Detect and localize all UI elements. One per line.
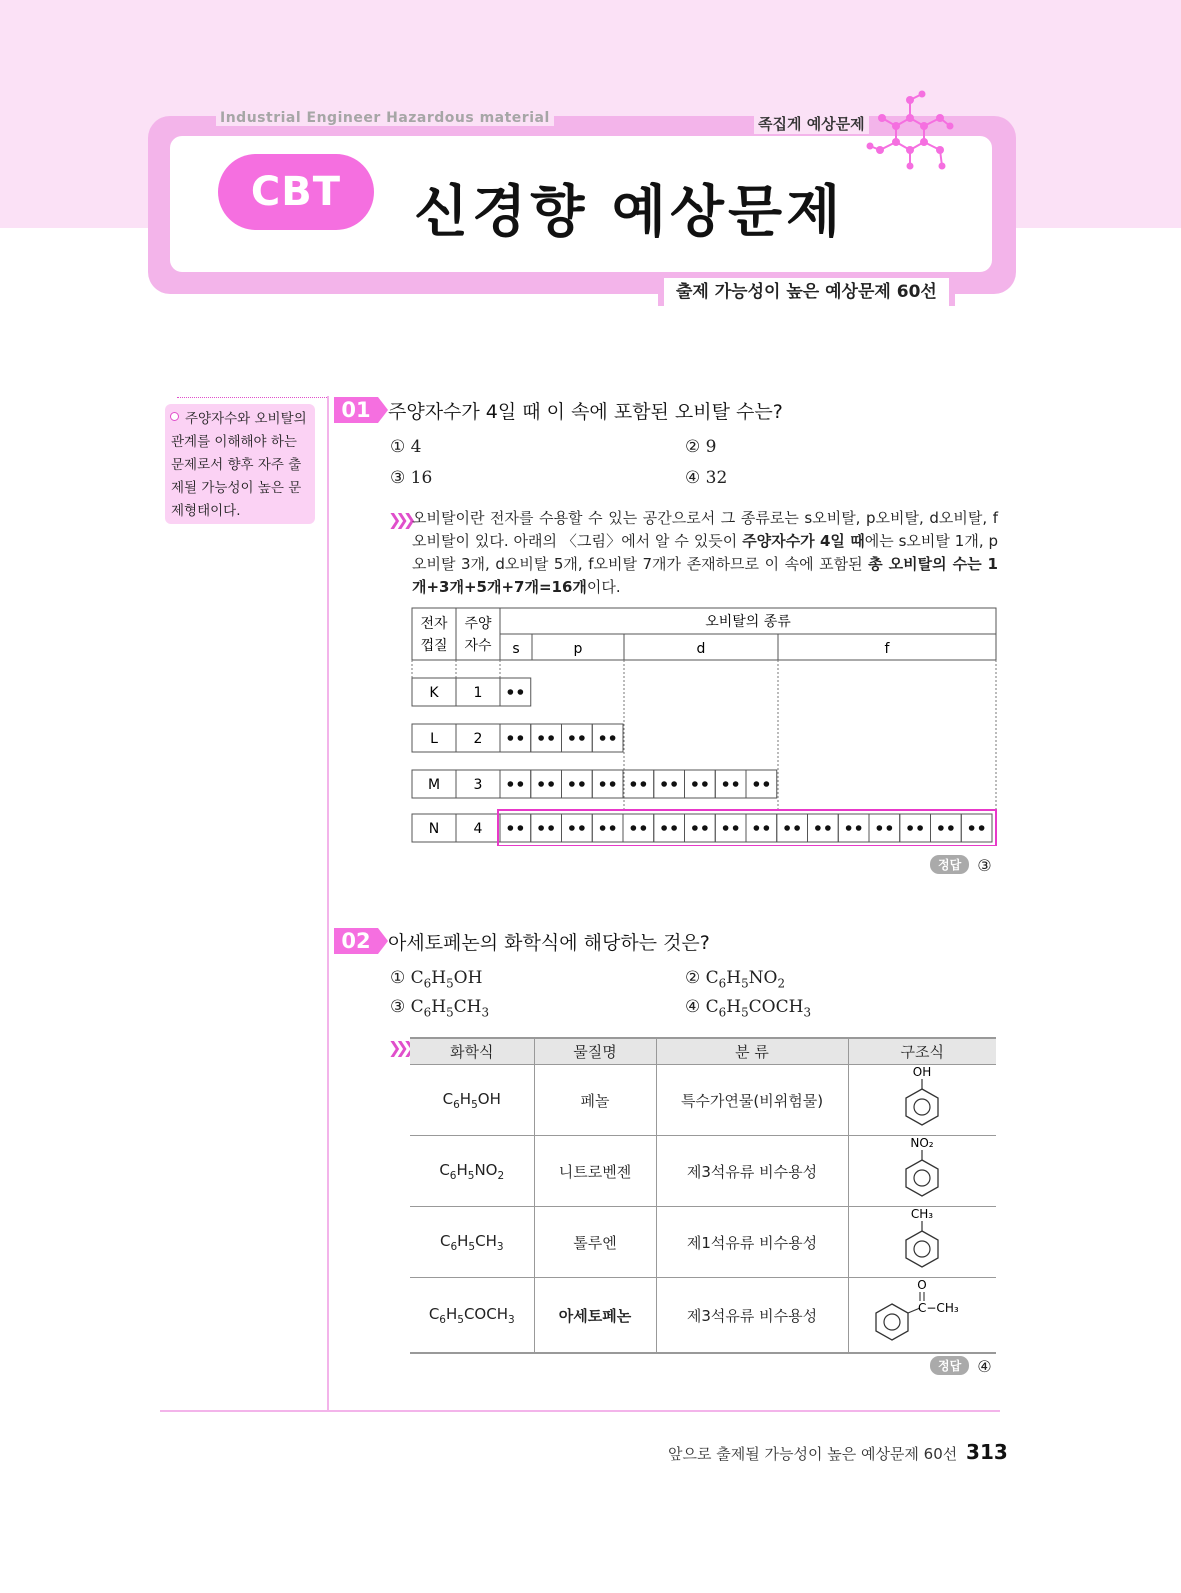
side-note-text: 주양자수와 오비탈의 관계를 이해해야 하는 문제로서 향후 자주 출제될 가능성이 높은 문제형태이다. <box>171 411 307 519</box>
header-p: p <box>573 641 583 657</box>
table-row <box>410 1136 996 1207</box>
header-n-2: 자수 <box>464 638 492 654</box>
orbital-box <box>654 814 685 842</box>
shell-label: M <box>427 777 441 793</box>
orbital-table <box>410 606 1000 846</box>
name-cell: 니트로벤젠 <box>534 1136 656 1207</box>
svg-text:OH: OH <box>913 1065 932 1079</box>
formula-cell: $C_6H_5CH_3$ <box>410 1207 534 1278</box>
orbital-box <box>746 814 777 842</box>
class-cell: 제1석유류 비수용성 <box>656 1207 848 1278</box>
orbital-box <box>808 814 839 842</box>
orbital-box <box>961 814 992 842</box>
svg-text:CH₃: CH₃ <box>911 1207 934 1221</box>
header-shell-2: 껍질 <box>420 638 448 654</box>
orbital-box <box>562 724 593 752</box>
class-cell: 제3석유류 비수용성 <box>656 1278 848 1354</box>
carbonyl-oxygen: O <box>917 1278 927 1292</box>
shell-label: L <box>430 731 438 747</box>
footer-text: 앞으로 출제될 가능성이 높은 예상문제 60선 <box>668 1445 958 1463</box>
answer-tag: 정답 <box>930 855 969 874</box>
col-formula: 화학식 <box>410 1038 534 1065</box>
question-text: 주양자수가 4일 때 이 속에 포함된 오비탈 수는? <box>388 401 783 423</box>
question-number: 01 <box>334 397 378 423</box>
structure-cell <box>848 1278 996 1354</box>
option-4: ④ 32 <box>685 468 728 488</box>
orbital-box <box>531 724 562 752</box>
col-structure: 구조식 <box>848 1038 996 1065</box>
answer-2 <box>930 1356 992 1376</box>
side-note <box>165 404 315 524</box>
compound-table <box>410 1037 996 1354</box>
question-text: 아세토페논의 화학식에 해당하는 것은? <box>388 932 710 954</box>
answer-1 <box>930 855 992 875</box>
orbital-box <box>931 814 962 842</box>
orbital-box <box>869 814 900 842</box>
orbital-box <box>623 814 654 842</box>
header-n: 주양 <box>464 616 492 632</box>
answer-value: ③ <box>977 856 992 875</box>
question-number: 02 <box>334 928 378 954</box>
orbital-box <box>562 814 593 842</box>
option-1: ① 4 <box>390 437 422 457</box>
page-title: 신경향 예상문제 <box>414 180 845 245</box>
orbital-box <box>592 724 623 752</box>
note-connector <box>177 397 327 399</box>
molecule-icon <box>866 90 956 180</box>
benzene-ring-icon <box>882 1065 962 1131</box>
orbital-box <box>531 814 562 842</box>
table-row <box>412 770 777 798</box>
table-row <box>410 1207 996 1278</box>
orbital-box <box>715 814 746 842</box>
table-row <box>412 678 531 706</box>
table-row <box>412 724 623 752</box>
table-row <box>410 1065 996 1136</box>
name-cell: 페놀 <box>534 1065 656 1136</box>
orbital-box <box>746 770 777 798</box>
benzene-ring-icon <box>882 1207 962 1273</box>
n-label: 3 <box>473 777 483 793</box>
header-s: s <box>512 641 520 657</box>
header-shell: 전자 <box>420 616 448 632</box>
formula-cell: $C_6H_5OH$ <box>410 1065 534 1136</box>
orbital-box <box>500 724 531 752</box>
name-cell: 톨루엔 <box>534 1207 656 1278</box>
svg-text:C−CH₃: C−CH₃ <box>918 1301 959 1315</box>
col-class: 분 류 <box>656 1038 848 1065</box>
page-footer <box>668 1440 1008 1464</box>
option-2: ② 9 <box>685 437 717 457</box>
option-3: ③ $C_6H_5CH_3$ <box>390 997 490 1020</box>
orbital-box <box>777 814 808 842</box>
orbital-box <box>592 814 623 842</box>
class-cell: 제3석유류 비수용성 <box>656 1136 848 1207</box>
table-row <box>410 1278 996 1354</box>
explanation-arrow-icon: ❯❯❯ <box>388 510 411 529</box>
structure-cell <box>848 1207 996 1278</box>
english-title: Industrial Engineer Hazardous material <box>216 110 554 126</box>
formula-cell: $C_6H_5COCH_3$ <box>410 1278 534 1354</box>
formula-cell: $C_6H_5NO_2$ <box>410 1136 534 1207</box>
orbital-box <box>562 770 593 798</box>
orbital-box <box>592 770 623 798</box>
orbital-box <box>500 678 531 706</box>
col-name: 물질명 <box>534 1038 656 1065</box>
orbital-box <box>685 814 716 842</box>
option-2: ② $C_6H_5NO_2$ <box>685 968 786 991</box>
orbital-box <box>500 770 531 798</box>
n-label: 1 <box>473 685 483 701</box>
name-cell: 아세토페논 <box>534 1278 656 1354</box>
orbital-box <box>900 814 931 842</box>
svg-text:NO₂: NO₂ <box>910 1136 934 1150</box>
option-3: ③ 16 <box>390 468 433 488</box>
page-subtitle: 출제 가능성이 높은 예상문제 60선 <box>658 278 955 306</box>
class-cell: 특수가연물(비위험물) <box>656 1065 848 1136</box>
shell-label: K <box>429 685 439 701</box>
n-label: 2 <box>473 731 483 747</box>
page-number: 313 <box>966 1440 1008 1464</box>
structure-cell <box>848 1136 996 1207</box>
option-4: ④ $C_6H_5COCH_3$ <box>685 997 812 1020</box>
answer-tag: 정답 <box>930 1356 969 1375</box>
option-1: ① $C_6H_5OH$ <box>390 968 483 991</box>
header-d: d <box>696 641 706 657</box>
benzene-ring-icon <box>862 1278 982 1348</box>
note-bullet-icon <box>170 412 179 421</box>
orbital-box <box>685 770 716 798</box>
explanation: 오비탈이란 전자를 수용할 수 있는 공간으로서 그 종류로는 s오비탈, p오비탈, d오비탈, f오비탈이 있다. 아래의 〈그림〉에서 알 수 있듯이 주양자수가 4일 때에는 s오비탈 1개, p오비탈 3개, d오비탈 5개, f오비탈 7개가 존재하므로 이 속에 포함된 총 오비탈의 수는 1개+3개+5개+7개=16개이다. <box>412 509 999 596</box>
explanation-arrow-icon: ❯❯❯ <box>388 1038 411 1057</box>
footer-divider <box>160 1410 1000 1412</box>
orbital-box <box>531 770 562 798</box>
cbt-badge: CBT <box>218 154 374 230</box>
margin-divider <box>327 396 329 1410</box>
benzene-ring-icon <box>882 1136 962 1202</box>
orbital-box <box>838 814 869 842</box>
orbital-box <box>623 770 654 798</box>
header-f: f <box>884 641 890 657</box>
orbital-box <box>500 814 531 842</box>
structure-cell <box>848 1065 996 1136</box>
shell-label: N <box>428 821 440 837</box>
table-row <box>412 810 996 846</box>
orbital-box <box>715 770 746 798</box>
header-orbital-kind: 오비탈의 종류 <box>705 614 791 630</box>
orbital-box <box>654 770 685 798</box>
answer-value: ④ <box>977 1357 992 1376</box>
section-label: 족집게 예상문제 <box>754 113 869 134</box>
n-label: 4 <box>473 821 483 837</box>
